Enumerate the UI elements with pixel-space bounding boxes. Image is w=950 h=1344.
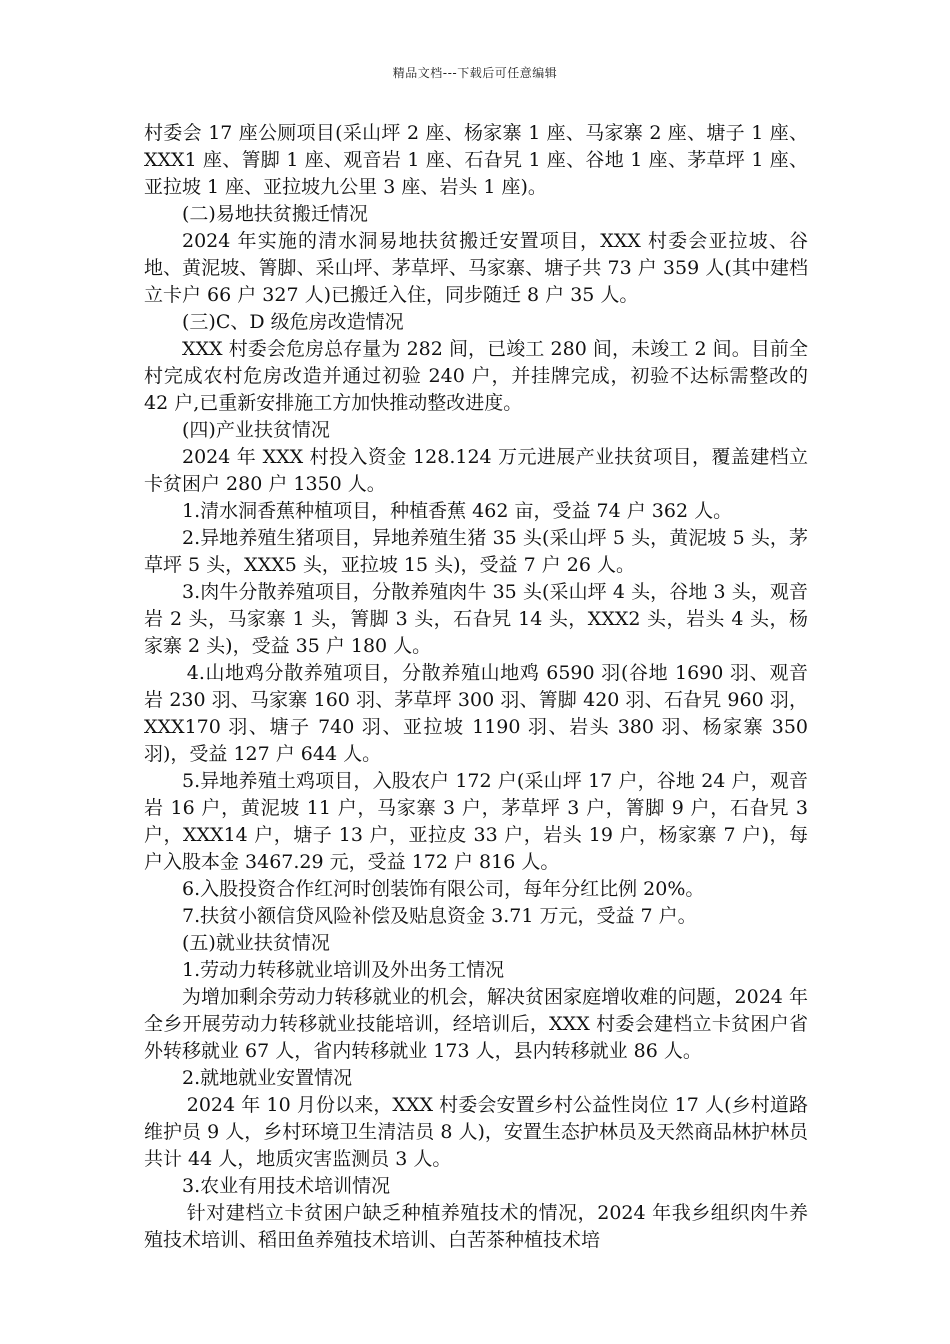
paragraph-local-employment: 2024 年 10 月份以来，XXX 村委会安置乡村公益性岗位 17 人(乡村道路维护员 9 人，乡村环境卫生清洁员 8 人)，安置生态护林员及天然商品林护林员共计 44 人，地质灾害监测员 3 人。 (144, 1094, 808, 1170)
paragraph-dilapidated-housing: XXX 村委会危房总存量为 282 间，已竣工 280 间，未竣工 2 间。目前全村完成农村危房改造并通过初验 240 户，并挂牌完成，初验不达标需整改的 42 户,已重新安排施工方加快推动整改进度。 (144, 338, 808, 414)
paragraph-tech-training: 针对建档立卡贫困户缺乏种植养殖技术的情况，2024 年我乡组织肉牛养殖技术培训、稻田鱼养殖技术培训、白苦茶种植技术培 (144, 1202, 808, 1251)
paragraph-labor-transfer: 为增加剩余劳动力转移就业的机会，解决贫困家庭增收难的问题，2024 年全乡开展劳动力转移就业技能培训，经培训后，XXX 村委会建档立卡贫困户省外转移就业 67 人，省内转移就业 173 人，县内转移就业 86 人。 (144, 986, 808, 1062)
section-heading-industry: (四)产业扶贫情况 (182, 419, 330, 441)
subheading-local-employment: 2.就地就业安置情况 (182, 1067, 353, 1089)
list-item-pigs: 2.异地养殖生猪项目，异地养殖生猪 35 头(采山坪 5 头，黄泥坡 5 头，茅草坪 5 头，XXX5 头，亚拉坡 15 头)，受益 7 户 26 人。 (144, 527, 808, 576)
paragraph-relocation: 2024 年实施的清水洞易地扶贫搬迁安置项目，XXX 村委会亚拉坡、谷地、黄泥坡、箐脚、采山坪、茅草坪、马家寨、塘子共 73 户 359 人(其中建档立卡户 66 户 327 人)已搬迁入住，同步随迁 8 户 35 人。 (144, 230, 808, 306)
subheading-labor-transfer: 1.劳动力转移就业培训及外出务工情况 (182, 959, 505, 981)
list-item-microcredit: 7.扶贫小额信贷风险补偿及贴息资金 3.71 万元，受益 7 户。 (182, 905, 697, 927)
paragraph-toilet-projects: 村委会 17 座公厕项目(采山坪 2 座、杨家寨 1 座、马家寨 2 座、塘子 1 座、XXX1 座、箐脚 1 座、观音岩 1 座、石旮旯 1 座、谷地 1 座、茅草坪 1 座、亚拉坡 1 座、亚拉坡九公里 3 座、岩头 1 座)。 (144, 122, 808, 198)
list-item-banana: 1.清水洞香蕉种植项目，种植香蕉 462 亩，受益 74 户 362 人。 (182, 500, 733, 522)
section-heading-relocation: (二)易地扶贫搬迁情况 (182, 203, 368, 225)
list-item-cattle: 3.肉牛分散养殖项目，分散养殖肉牛 35 头(采山坪 4 头，谷地 3 头，观音岩 2 头，马家寨 1 头，箐脚 3 头，石旮旯 14 头，XXX2 头，岩头 4 头，杨家寨 2 头)，受益 35 户 180 人。 (144, 581, 808, 657)
section-heading-dilapidated-housing: (三)C、D 级危房改造情况 (182, 311, 404, 333)
section-heading-employment: (五)就业扶贫情况 (182, 932, 330, 954)
list-item-investment: 6.入股投资合作红河时创装饰有限公司，每年分红比例 20%。 (182, 878, 705, 900)
subheading-tech-training: 3.农业有用技术培训情况 (182, 1175, 391, 1197)
list-item-local-chicken: 5.异地养殖土鸡项目，入股农户 172 户(采山坪 17 户，谷地 24 户，观音岩 16 户，黄泥坡 11 户，马家寨 3 户，茅草坪 3 户，箐脚 9 户，石旮旯 3 户，XXX14 户，塘子 13 户，亚拉皮 33 户，岩头 19 户，杨家寨 7 户)，每户入股本金 3467.29 元，受益 172 户 816 人。 (144, 770, 808, 873)
document-body (144, 120, 808, 1254)
list-item-mountain-chicken: 4.山地鸡分散养殖项目，分散养殖山地鸡 6590 羽(谷地 1690 羽、观音岩 230 羽、马家寨 160 羽、茅草坪 300 羽、箐脚 420 羽、石旮旯 960 羽，XXX170 羽、塘子 740 羽、亚拉坡 1190 羽、岩头 380 羽、杨家寨 350 羽)，受益 127 户 644 人。 (144, 662, 808, 765)
paragraph-industry-overview: 2024 年 XXX 村投入资金 128.124 万元进展产业扶贫项目，覆盖建档立卡贫困户 280 户 1350 人。 (144, 446, 808, 495)
page-header: 精品文档---下载后可任意编辑 (392, 66, 558, 80)
